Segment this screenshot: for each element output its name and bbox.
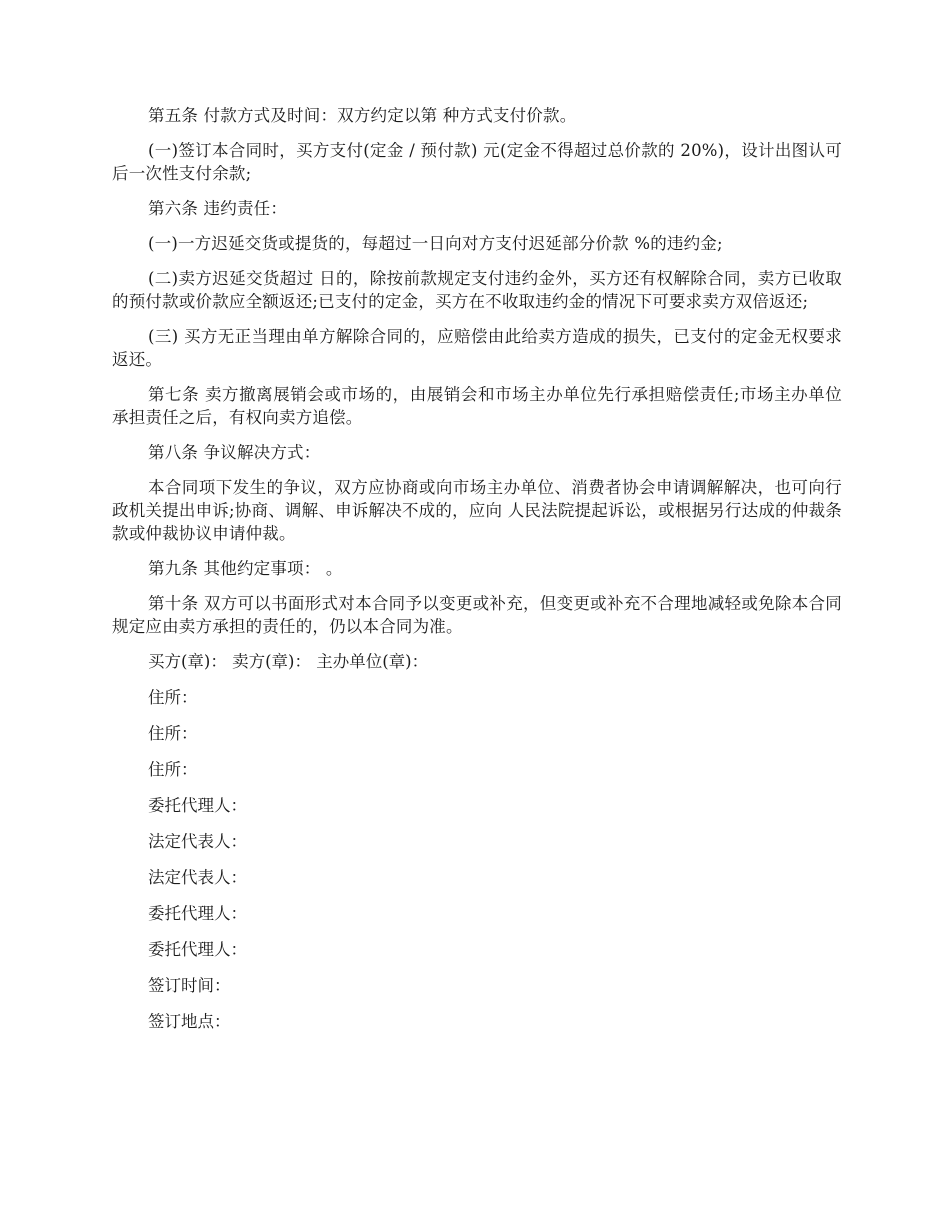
authorized-agent-field: 委托代理人： [148, 796, 247, 815]
legal-representative-field: 法定代表人： [148, 868, 247, 887]
article-6-heading: 第六条 违约责任： [148, 199, 288, 218]
authorized-agent-field: 委托代理人： [148, 904, 247, 923]
article-5-payment: 第五条 付款方式及时间：双方约定以第 种方式支付价款。 [148, 106, 577, 125]
article-10: 第十条 双方可以书面形式对本合同予以变更或补充，但变更或补充不合理地减轻或免除本合同规定应由卖方承担的责任的，仍以本合同为准。 [112, 594, 842, 636]
legal-representative-field: 法定代表人： [148, 832, 247, 851]
address-field: 住所： [148, 760, 198, 779]
signature-parties-line: 买方(章)： 卖方(章)： 主办单位(章)： [148, 652, 429, 671]
article-6-clause-3: (三) 买方无正当理由单方解除合同的，应赔偿由此给卖方造成的损失，已支付的定金无权要求返还。 [112, 327, 842, 369]
address-field: 住所： [148, 724, 198, 743]
article-8-body: 本合同项下发生的争议，双方应协商或向市场主办单位、消费者协会申请调解解决，也可向行政机关提出申诉;协商、调解、申诉解决不成的，应向 人民法院提起诉讼，或根据另行达成的仲裁条款或仲裁协议申请仲裁。 [112, 478, 842, 543]
article-5-clause-1: (一)签订本合同时，买方支付(定金 / 预付款) 元(定金不得超过总价款的 20%)，设计出图认可后一次性支付余款; [112, 141, 842, 183]
signing-place-field: 签订地点： [148, 1012, 231, 1031]
signing-date-field: 签订时间： [148, 976, 231, 995]
contract-page [112, 104, 842, 1046]
address-field: 住所： [148, 688, 198, 707]
article-8-heading: 第八条 争议解决方式： [148, 443, 321, 462]
article-7: 第七条 卖方撤离展销会或市场的，由展销会和市场主办单位先行承担赔偿责任;市场主办单位承担责任之后，有权向卖方追偿。 [112, 385, 842, 427]
article-6-clause-1: (一)一方迟延交货或提货的，每超过一日向对方支付迟延部分价款 %的违约金; [148, 234, 723, 253]
article-9: 第九条 其他约定事项： 。 [148, 559, 343, 578]
authorized-agent-field: 委托代理人： [148, 940, 247, 959]
article-6-clause-2: (二)卖方迟延交货超过 日的，除按前款规定支付违约金外，买方还有权解除合同，卖方已收取的预付款或价款应全额返还;已支付的定金，买方在不收取违约金的情况下可要求卖方双倍返还; [112, 269, 842, 311]
